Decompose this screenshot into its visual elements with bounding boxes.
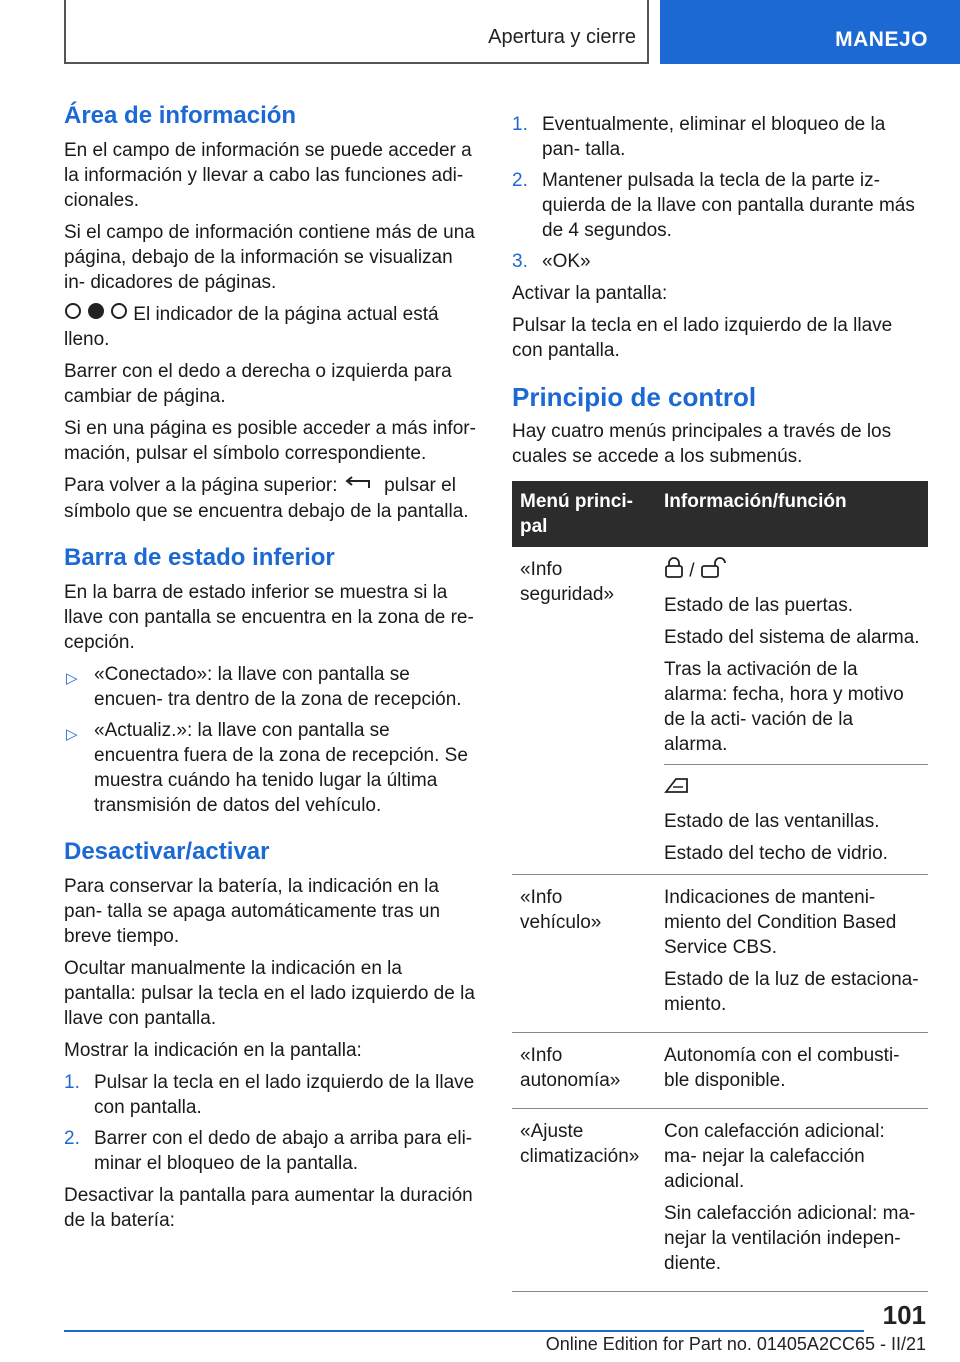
status-bullet-list bbox=[64, 662, 478, 818]
step-text: Eventualmente, eliminar el bloqueo de la pan- talla. bbox=[542, 114, 886, 160]
list-item bbox=[512, 168, 928, 243]
header-divider bbox=[647, 0, 649, 64]
paragraph: En la barra de estado inferior se muestra si la llave con pantalla se encuentra en la zona de re- cepción. bbox=[64, 581, 474, 653]
table-row bbox=[512, 1109, 928, 1292]
paragraph: Pulsar la tecla en el lado izquierdo de la llave con pantalla. bbox=[512, 315, 893, 361]
step-number: 3. bbox=[512, 251, 528, 272]
cell-text: Estado del sistema de alarma. bbox=[664, 627, 920, 648]
table-header-row bbox=[512, 481, 928, 547]
paragraph-text: El indicador de la página actual está lleno. bbox=[64, 304, 439, 351]
cell-text: Estado de las ventanillas. bbox=[664, 811, 880, 832]
step-text: Mantener pulsada la tecla de la parte iz- quierda de la llave con pantalla durante más de 4 segundos. bbox=[542, 170, 915, 241]
menu-table bbox=[512, 481, 928, 1292]
table-cell-menu: «Ajuste climatización» bbox=[512, 1109, 656, 1292]
table-cell-info bbox=[656, 1033, 928, 1109]
table-cell-menu: «Info vehículo» bbox=[512, 875, 656, 1033]
paragraph: Desactivar la pantalla para aumentar la duración de la batería: bbox=[64, 1184, 473, 1231]
left-column bbox=[64, 100, 478, 1240]
heading-principio-control: Principio de control bbox=[512, 382, 757, 412]
chapter-tab-label: MANEJO bbox=[835, 28, 928, 51]
right-column bbox=[512, 112, 928, 1292]
cell-text: Estado de las puertas. bbox=[664, 595, 854, 616]
slash-text: / bbox=[689, 560, 695, 582]
list-item-text: «Actualiz.»: la llave con pantalla se encuentra fuera de la zona de recepción. Se muestra cuándo ha tenido lugar la última transmisión de datos del vehículo. bbox=[94, 719, 468, 816]
step-number: 1. bbox=[64, 1071, 80, 1093]
cell-text: Con calefacción adicional: ma- nejar la calefacción adicional. bbox=[664, 1121, 885, 1192]
paragraph: Si el campo de información contiene más de una página, debajo de la información se visualizan in- dicadores de páginas. bbox=[64, 222, 475, 293]
step-number: 1. bbox=[512, 114, 528, 135]
paragraph-text: pulsar el símbolo que se encuentra debajo de la pantalla. bbox=[64, 475, 469, 522]
window-subsection bbox=[664, 764, 928, 866]
step-text: Barrer con el dedo de abajo a arriba para eli- minar el bloqueo de la pantalla. bbox=[94, 1127, 473, 1174]
paragraph: Barrer con el dedo a derecha o izquierda para cambiar de página. bbox=[64, 361, 452, 408]
section-title: Apertura y cierre bbox=[488, 26, 636, 48]
steps-list bbox=[64, 1070, 478, 1176]
step-text: Pulsar la tecla en el lado izquierdo de la llave con pantalla. bbox=[94, 1071, 475, 1118]
window-icon bbox=[664, 775, 690, 802]
table-header-info: Información/función bbox=[656, 481, 928, 547]
paragraph: Si en una página es posible acceder a más infor- mación, pulsar el símbolo correspondiente. bbox=[64, 418, 476, 465]
table-row bbox=[512, 1033, 928, 1109]
paragraph: Activar la pantalla: bbox=[512, 283, 668, 304]
chapter-tab[interactable] bbox=[660, 0, 960, 64]
edition-note: Online Edition for Part no. 01405A2CC65 - II/21 bbox=[545, 1334, 926, 1354]
table-cell-menu: «Info seguridad» bbox=[512, 547, 656, 875]
list-item-text: «Conectado»: la llave con pantalla se encuen- tra dentro de la zona de recepción. bbox=[94, 663, 462, 710]
page-number: 101 bbox=[882, 1300, 926, 1330]
back-arrow-icon bbox=[343, 474, 379, 499]
header-bottom-rule bbox=[64, 62, 648, 64]
table-cell-info bbox=[656, 1109, 928, 1292]
steps-list bbox=[512, 112, 928, 274]
paragraph-text: Para volver a la página superior: bbox=[64, 475, 338, 497]
lock-open-icon bbox=[700, 557, 726, 586]
list-item bbox=[512, 112, 928, 162]
paragraph: Ocultar manualmente la indicación en la pantalla: pulsar la tecla en el lado izquierdo de la llave con pantalla. bbox=[64, 957, 475, 1029]
paragraph: Para conservar la batería, la indicación en la pan- talla se apaga automáticamente tras un breve tiempo. bbox=[64, 875, 441, 947]
table-header-menu: Menú princi- pal bbox=[512, 481, 656, 547]
list-item bbox=[64, 662, 478, 712]
list-item bbox=[64, 1126, 478, 1176]
page-indicator-paragraph bbox=[64, 302, 478, 352]
cell-text: Indicaciones de manteni- miento del Condition Based Service CBS. bbox=[664, 887, 897, 958]
step-number: 2. bbox=[64, 1127, 80, 1149]
paragraph: Hay cuatro menús principales a través de los cuales se accede a los submenús. bbox=[512, 421, 892, 467]
step-text: «OK» bbox=[542, 251, 591, 272]
table-row bbox=[512, 547, 928, 875]
heading-desactivar-activar: Desactivar/activar bbox=[64, 837, 270, 865]
heading-barra-estado: Barra de estado inferior bbox=[64, 543, 335, 571]
step-number: 2. bbox=[512, 170, 528, 191]
back-paragraph bbox=[64, 473, 478, 523]
window-icon-line bbox=[664, 775, 928, 802]
table-cell-info bbox=[656, 547, 928, 875]
lock-icons-line bbox=[664, 557, 920, 586]
cell-text: Sin calefacción adicional: ma- nejar la ventilación indepen- diente. bbox=[664, 1203, 916, 1274]
cell-text: Estado de la luz de estaciona- miento. bbox=[664, 969, 919, 1015]
list-item bbox=[512, 249, 928, 274]
list-item bbox=[64, 718, 478, 818]
paragraph: Mostrar la indicación en la pantalla: bbox=[64, 1039, 362, 1061]
cell-text: Estado del techo de vidrio. bbox=[664, 843, 888, 864]
cell-text: Tras la activación de la alarma: fecha, hora y motivo de la acti- vación de la alarma. bbox=[664, 659, 904, 755]
triangle-bullet-icon: ▷ bbox=[66, 669, 78, 687]
footer-rule bbox=[64, 1330, 864, 1332]
table-cell-info bbox=[656, 875, 928, 1033]
table-cell-menu: «Info autonomía» bbox=[512, 1033, 656, 1109]
triangle-bullet-icon: ▷ bbox=[66, 725, 78, 743]
lock-closed-icon bbox=[664, 557, 684, 586]
heading-area-informacion: Área de información bbox=[64, 102, 297, 129]
page-dots-icon bbox=[64, 302, 128, 327]
table-row bbox=[512, 875, 928, 1033]
cell-text: Autonomía con el combusti- ble disponible. bbox=[664, 1045, 900, 1091]
list-item bbox=[64, 1070, 478, 1120]
paragraph: En el campo de información se puede acceder a la información y llevar a cabo las funciones adi- cionales. bbox=[64, 140, 472, 211]
